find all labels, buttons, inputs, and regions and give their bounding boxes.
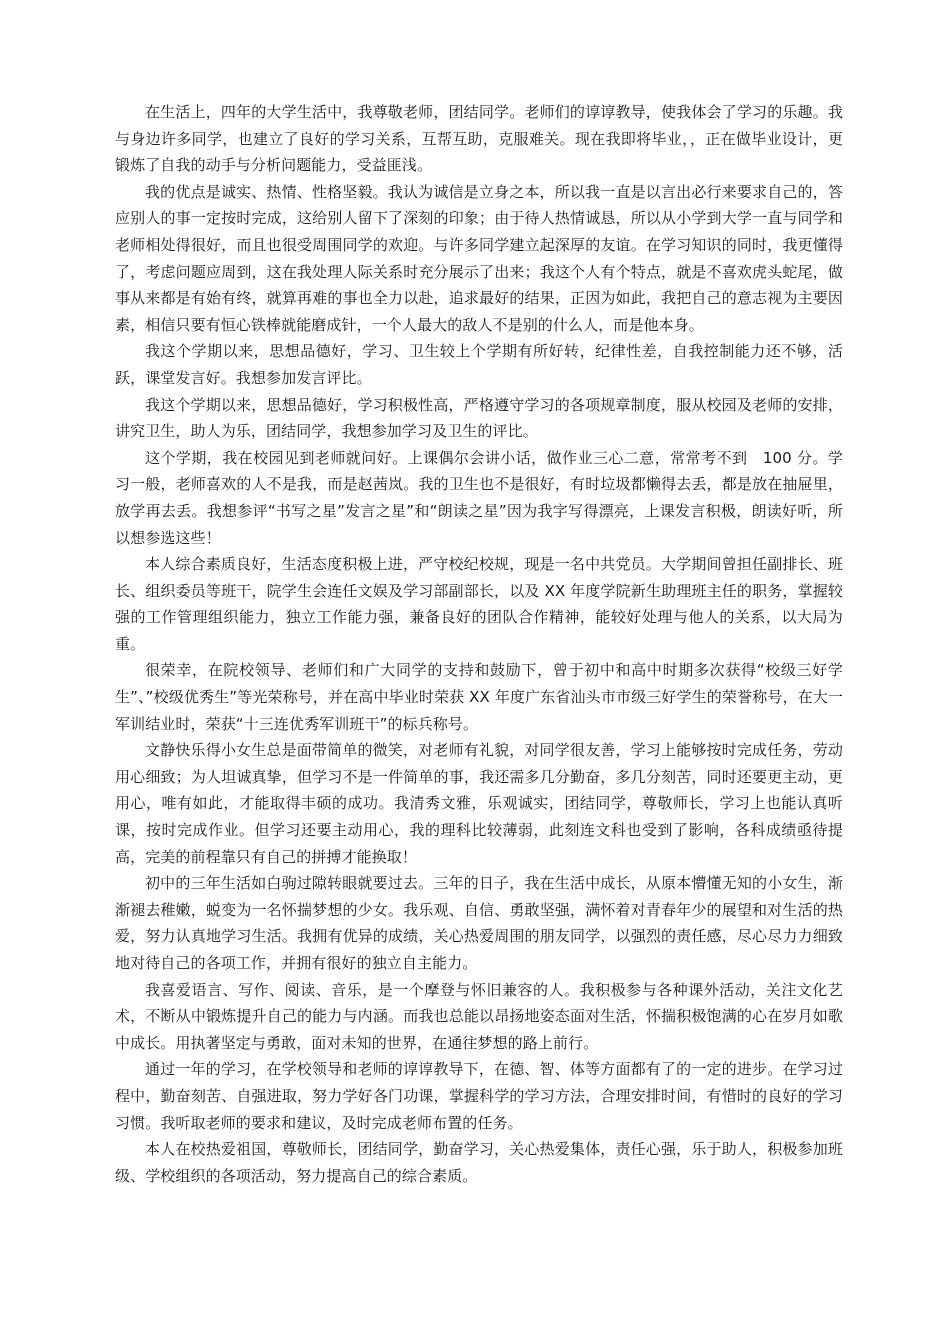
- paragraph: 本人在校热爱祖国，尊敬师长，团结同学，勤奋学习，关心热爱集体，责任心强，乐于助人，积极参加班级、学校组织的各项活动，努力提高自己的综合素质。: [115, 1140, 843, 1185]
- paragraph: 这个学期，我在校园见到老师就问好。上课偶尔会讲小话，做作业三心二意，常常考不到 100 分。学习一般，老师喜欢的人不是我，而是赵茜岚。我的卫生也不是很好，有时垃圾都懒得去丢，都是放在抽屉里，放学再去丢。我想参评“书写之星”发言之星”和“朗读之星”因为我字写得漂亮，上课发言积极，朗读好听，所以想参选这些！: [115, 448, 843, 547]
- paragraph: 通过一年的学习，在学校领导和老师的谆谆教导下，在德、智、体等方面都有了的一定的进步。在学习过程中，勤奋刻苦、自强进取，努力学好各门功课，掌握科学的学习方法，合理安排时间，有惜时的良好的学习习惯。我听取老师的要求和建议，及时完成老师布置的任务。: [115, 1060, 843, 1132]
- paragraph: 文静快乐得小女生总是面带简单的微笑，对老师有礼貌，对同学很友善，学习上能够按时完成任务，劳动用心细致；为人坦诚真挚，但学习不是一件简单的事，我还需多几分勤奋，多几分刻苦，同时还要更主动，更用心，唯有如此，才能取得丰硕的成功。我清秀文雅，乐观诚实，团结同学，尊敬师长，学习上也能认真听课，按时完成作业。但学习还要主动用心，我的理科比较薄弱，此刻连文科也受到了影响，各科成绩亟待提高，完美的前程靠只有自己的拼搏才能换取！: [115, 741, 843, 866]
- paragraph: 我这个学期以来，思想品德好，学习、卫生较上个学期有所好转，纪律性差，自我控制能力还不够，活跃，课堂发言好。我想参加发言评比。: [115, 342, 843, 387]
- paragraph: 我喜爱语言、写作、阅读、音乐，是一个摩登与怀旧兼容的人。我积极参与各种课外活动，关注文化艺术，不断从中锻炼提升自己的能力与内涵。而我也总能以昂扬地姿态面对生活，怀揣积极饱满的心在岁月如歌中成长。用执著坚定与勇敢，面对未知的世界，在通往梦想的路上前行。: [115, 980, 843, 1052]
- paragraph: 初中的三年生活如白驹过隙转眼就要过去。三年的日子，我在生活中成长，从原本懵懂无知的小女生，渐渐褪去稚嫩，蜕变为一名怀揣梦想的少女。我乐观、自信、勇敢坚强，满怀着对青春年少的展望和对生活的热爱，努力认真地学习生活。我拥有优异的成绩，关心热爱周围的朋友同学，以强烈的责任感，尽心尽力力细致地对待自己的各项工作，并拥有很好的独立自主能力。: [115, 874, 843, 972]
- paragraph: 我这个学期以来，思想品德好，学习积极性高，严格遵守学习的各项规章制度，服从校园及老师的安排，讲究卫生，助人为乐，团结同学，我想参加学习及卫生的评比。: [115, 395, 843, 441]
- document-body: [115, 99, 843, 1189]
- paragraph: 在生活上，四年的大学生活中，我尊敬老师，团结同学。老师们的谆谆教导，使我体会了学习的乐趣。我与身边许多同学，也建立了良好的学习关系，互帮互助，克服难关。现在我即将毕业，，正在做毕业设计，更锻炼了自我的动手与分析问题能力，受益匪浅。: [115, 103, 843, 175]
- paragraph: 很荣幸，在院校领导、老师们和广大同学的支持和鼓励下，曾于初中和高中时期多次获得“校级三好学生”、”校级优秀生”等光荣称号，并在高中毕业时荣获 XX 年度广东省汕头市市级三好学生的荣誉称号，在大一军训结业时，荣获“十三连优秀军训班干”的标兵称号。: [115, 661, 843, 733]
- paragraph: 我的优点是诚实、热情、性格坚毅。我认为诚信是立身之本，所以我一直是以言出必行来要求自己的，答应别人的事一定按时完成，这给别人留下了深刻的印象；由于待人热情诚恳，所以从小学到大学一直与同学和老师相处得很好，而且也很受周围同学的欢迎。与许多同学建立起深厚的友谊。在学习知识的同时，我更懂得了，考虑问题应周到，这在我处理人际关系时充分展示了出来；我这个人有个特点，就是不喜欢虎头蛇尾，做事从来都是有始有终，就算再难的事也全力以赴，追求最好的结果，正因为如此，我把自己的意志视为主要因素，相信只要有恒心铁棒就能磨成针，一个人最大的敌人不是别的什么人，而是他本身。: [115, 182, 843, 334]
- paragraph: 本人综合素质良好，生活态度积极上进，严守校纪校规，现是一名中共党员。大学期间曾担任副排长、班长、组织委员等班干，院学生会连任文娱及学习部副部长，以及 XX 年度学院新生助理班主任的职务，掌握较强的工作管理组织能力，独立工作能力强，兼备良好的团队合作精神，能较好处理与他人的关系，以大局为重。: [115, 555, 843, 653]
